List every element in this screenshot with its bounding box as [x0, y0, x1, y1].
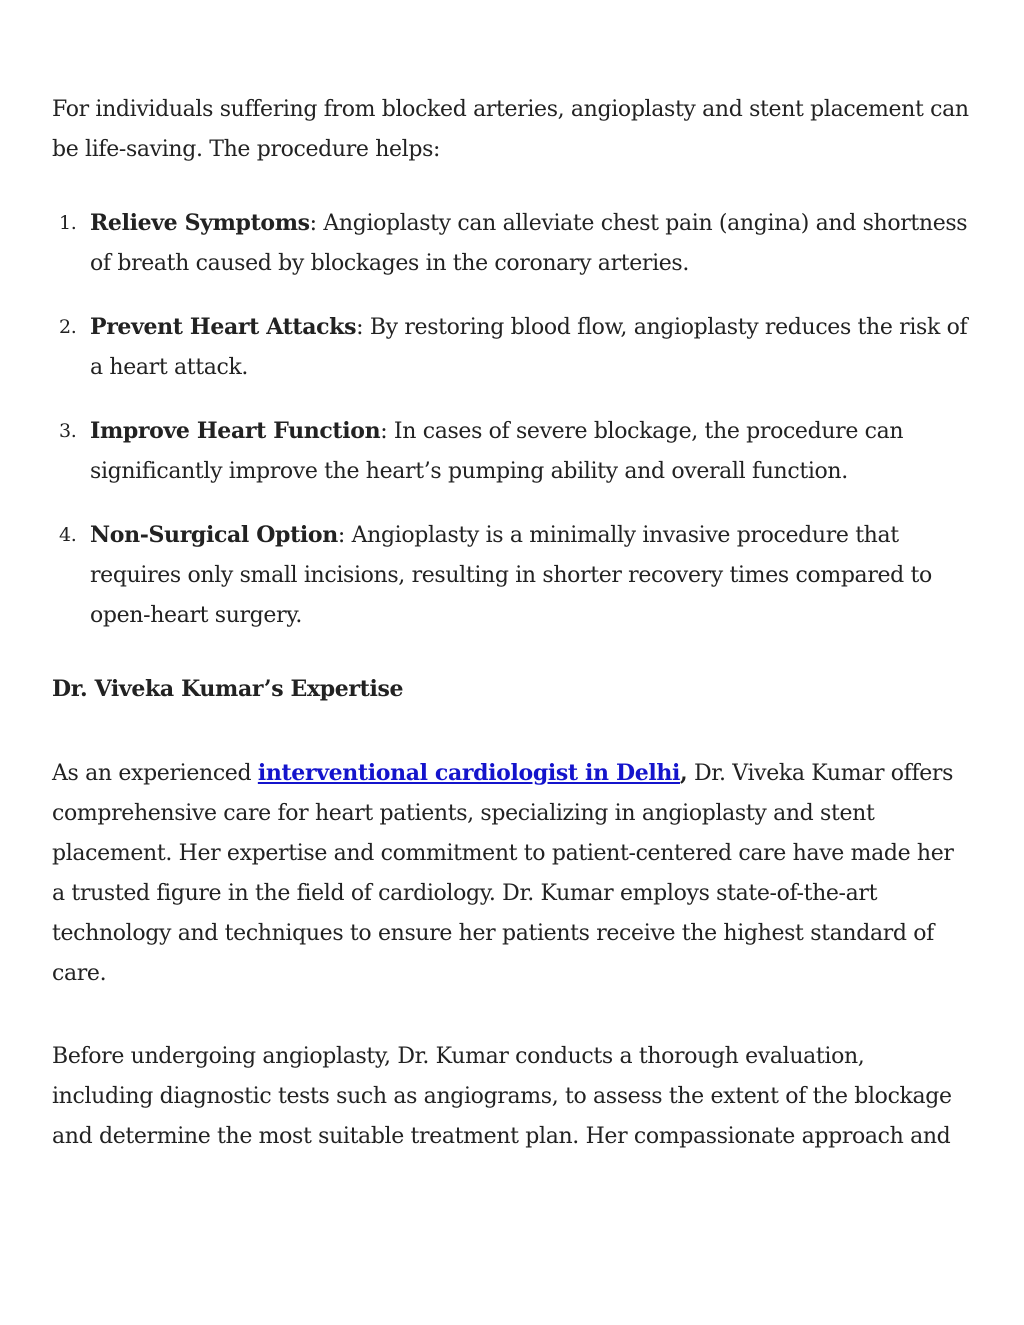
- list-item-title: Improve Heart Function: [90, 418, 381, 444]
- list-item-title: Non-Surgical Option: [90, 522, 338, 548]
- list-number: 1.: [59, 212, 77, 234]
- benefits-list: [52, 203, 972, 636]
- expertise-rest-text: Dr. Viveka Kumar offers comprehensive care for heart patients, specializing in angioplasty and stent placement. Her expertise and commitment to patient-centered care have made her a trusted figure in the field of cardiology. Dr. Kumar employs state-of-the-art technology and techniques to ensure her patients receive the highest standard of care.: [52, 761, 954, 986]
- list-number: 2.: [59, 316, 77, 338]
- list-item: [52, 203, 972, 284]
- list-number: 3.: [59, 420, 77, 442]
- list-item-title: Relieve Symptoms: [90, 210, 310, 236]
- intro-paragraph: For individuals suffering from blocked arteries, angioplasty and stent placement can be life-saving. The procedure helps:: [52, 97, 969, 162]
- cardiologist-link[interactable]: interventional cardiologist in Delhi: [257, 760, 681, 786]
- list-item-text: : Angioplasty can alleviate chest pain (angina) and shortness of breath caused by blockages in the coronary arteries.: [90, 211, 968, 276]
- list-item: [52, 307, 972, 388]
- list-item: [52, 411, 972, 492]
- list-item-text: : In cases of severe blockage, the procedure can significantly improve the heart’s pumping ability and overall function.: [90, 419, 904, 484]
- list-item: [52, 515, 972, 636]
- list-item-text: : By restoring blood flow, angioplasty reduces the risk of a heart attack.: [90, 315, 968, 380]
- expertise-lead-text: As an experienced: [52, 761, 258, 786]
- article-body: [52, 90, 972, 1157]
- link-comma: ,: [680, 760, 688, 786]
- expertise-paragraph: [52, 753, 972, 994]
- evaluation-paragraph: Before undergoing angioplasty, Dr. Kumar conducts a thorough evaluation, including diagnostic tests such as angiograms, to assess the extent of the blockage and determine the most suitable treatment plan. Her compassionate approach and: [52, 1044, 952, 1149]
- list-item-title: Prevent Heart Attacks: [90, 314, 357, 340]
- section-heading: Dr. Viveka Kumar’s Expertise: [52, 676, 404, 702]
- list-item-text: : Angioplasty is a minimally invasive procedure that requires only small incisions, resulting in shorter recovery times compared to open-heart surgery.: [90, 523, 932, 628]
- list-number: 4.: [59, 524, 77, 546]
